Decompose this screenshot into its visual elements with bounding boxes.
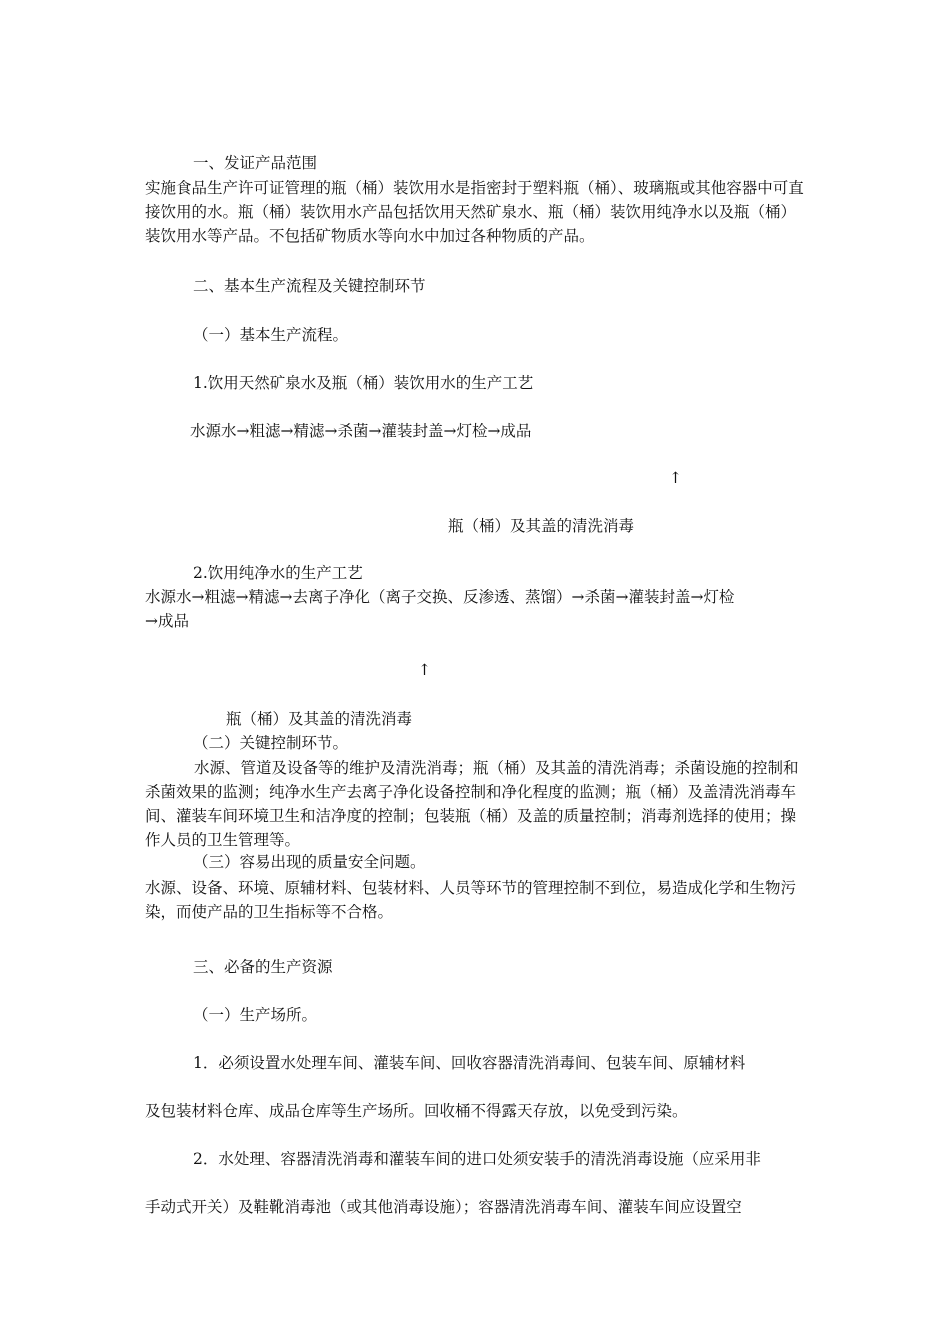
subsection-heading: （三）容易出现的质量安全问题。	[193, 853, 426, 871]
list-item: 及包装材料仓库、成品仓库等生产场所。回收桶不得露天存放，以免受到污染。	[145, 1102, 688, 1120]
process-side-step: 瓶（桶）及其盖的清洗消毒	[448, 517, 635, 535]
process-side-step: 瓶（桶）及其盖的清洗消毒	[226, 710, 413, 728]
process-title: 2.饮用纯净水的生产工艺	[193, 564, 363, 582]
up-arrow-icon: ↑	[418, 661, 431, 679]
list-item: 1．必须设置水处理车间、灌装车间、回收容器清洗消毒间、包装车间、原辅材料	[193, 1054, 746, 1072]
subsection-heading: （一）基本生产流程。	[193, 326, 349, 344]
process-flow: →成品	[145, 612, 189, 630]
process-flow: 水源水→粗滤→精滤→去离子净化（离子交换、反渗透、蒸馏）→杀菌→灌装封盖→灯检	[145, 588, 735, 606]
subsection-heading: （二）关键控制环节。	[193, 734, 349, 752]
subsection-heading: （一）生产场所。	[193, 1006, 318, 1024]
up-arrow-icon: ↑	[669, 469, 682, 487]
process-title: 1.饮用天然矿泉水及瓶（桶）装饮用水的生产工艺	[193, 374, 534, 392]
process-flow: 水源水→粗滤→精滤→杀菌→灌装封盖→灯检→成品	[190, 422, 532, 440]
paragraph: 实施食品生产许可证管理的瓶（桶）装饮用水是指密封于塑料瓶（桶）、玻璃瓶或其他容器中可直接饮用的水。瓶（桶）装饮用水产品包括饮用天然矿泉水、瓶（桶）装饮用纯净水以及瓶（桶）装饮用水等产品。不包括矿物质水等向水中加过各种物质的产品。	[145, 179, 804, 245]
list-item: 2．水处理、容器清洗消毒和灌装车间的进口处须安装手的清洗消毒设施（应采用非	[193, 1150, 761, 1168]
section-heading: 二、基本生产流程及关键控制环节	[193, 277, 426, 295]
list-item: 手动式开关）及鞋靴消毒池（或其他消毒设施）；容器清洗消毒车间、灌装车间应设置空	[145, 1198, 742, 1216]
paragraph: 水源、设备、环境、原辅材料、包装材料、人员等环节的管理控制不到位，易造成化学和生物污染，而使产品的卫生指标等不合格。	[145, 879, 797, 921]
section-heading: 一、发证产品范围	[193, 154, 318, 172]
section-heading: 三、必备的生产资源	[193, 958, 333, 976]
paragraph: 水源、管道及设备等的维护及清洗消毒；瓶（桶）及其盖的清洗消毒；杀菌设施的控制和杀菌效果的监测；纯净水生产去离子净化设备控制和净化程度的监测；瓶（桶）及盖清洗消毒车间、灌装车间环境卫生和洁净度的控制；包装瓶（桶）及盖的质量控制；消毒剂选择的使用；操作人员的卫生管理等。	[145, 759, 799, 849]
